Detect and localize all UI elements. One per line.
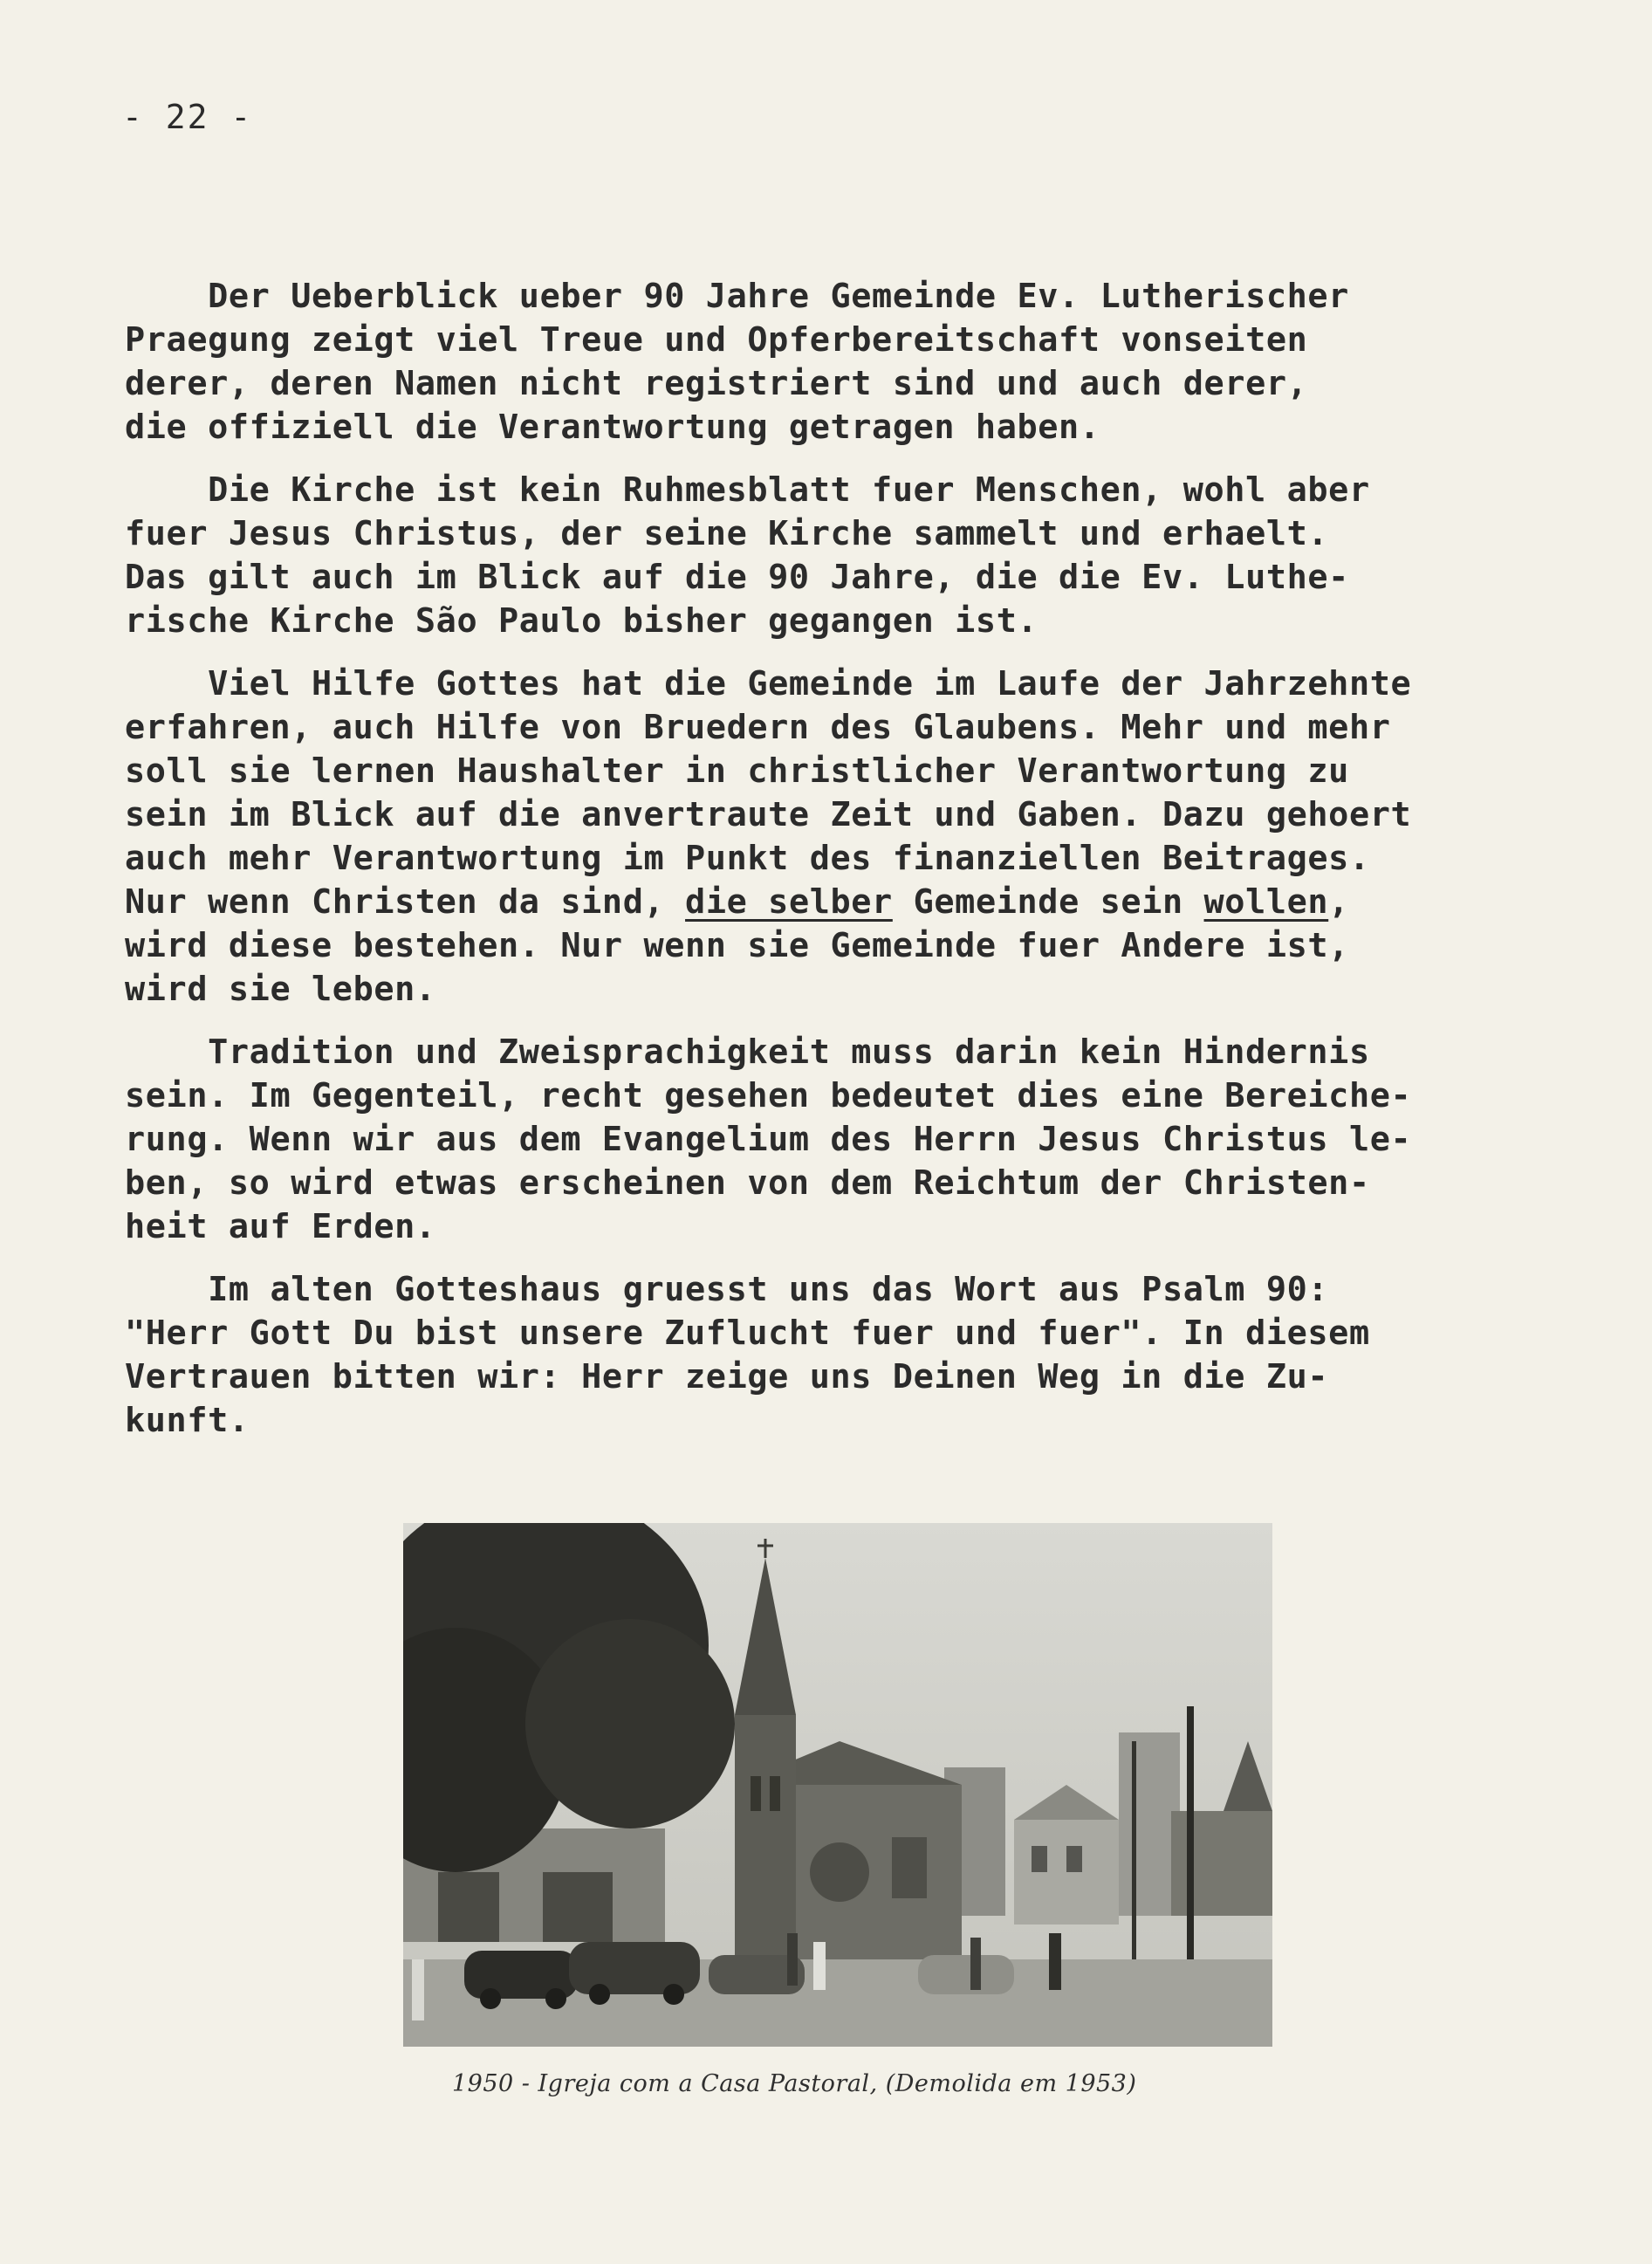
text-line: Vertrauen bitten wir: Herr zeige uns Deinen Weg in die Zu- xyxy=(125,1357,1329,1396)
text-line: kunft. xyxy=(125,1401,250,1440)
text-segment: Nur wenn Christen da sind, xyxy=(125,882,686,922)
text-line: Der Ueberblick ueber 90 Jahre Gemeinde Ev. Lutherischer xyxy=(125,277,1349,316)
church-photo xyxy=(403,1523,1272,2047)
text-line: "Herr Gott Du bist unsere Zuflucht fuer und fuer". In diesem xyxy=(125,1314,1370,1353)
underlined-phrase: die selber xyxy=(685,882,893,922)
paragraph xyxy=(125,275,1504,449)
text-line: Praegung zeigt viel Treue und Opferbereitschaft vonseiten xyxy=(125,320,1308,360)
text-segment: , xyxy=(1328,882,1349,922)
text-line: derer, deren Namen nicht registriert sind und auch derer, xyxy=(125,364,1308,403)
text-line: rische Kirche São Paulo bisher gegangen ist. xyxy=(125,601,1038,641)
text-line: heit auf Erden. xyxy=(125,1207,436,1246)
text-line: Die Kirche ist kein Ruhmesblatt fuer Menschen, wohl aber xyxy=(125,470,1370,510)
text-line: erfahren, auch Hilfe von Bruedern des Glaubens. Mehr und mehr xyxy=(125,708,1391,747)
text-line: auch mehr Verantwortung im Punkt des finanziellen Beitrages. xyxy=(125,839,1370,878)
text-line: Viel Hilfe Gottes hat die Gemeinde im Laufe der Jahrzehnte xyxy=(125,664,1412,703)
body-text xyxy=(125,275,1504,1462)
paragraph xyxy=(125,1031,1504,1249)
text-line: Tradition und Zweisprachigkeit muss darin kein Hindernis xyxy=(125,1033,1370,1072)
text-line: sein. Im Gegenteil, recht gesehen bedeutet dies eine Bereiche- xyxy=(125,1076,1412,1115)
text-line: ben, so wird etwas erscheinen von dem Reichtum der Christen- xyxy=(125,1163,1370,1203)
paragraph xyxy=(125,469,1504,643)
text-line: fuer Jesus Christus, der seine Kirche sammelt und erhaelt. xyxy=(125,514,1329,553)
church-photo-drawing xyxy=(403,1523,1272,2047)
text-line: die offiziell die Verantwortung getragen haben. xyxy=(125,408,1100,447)
text-segment: Gemeinde sein xyxy=(892,882,1204,922)
photo-caption: 1950 - Igreja com a Casa Pastoral, (Demolida em 1953) xyxy=(452,2070,1137,2097)
text-line-underlined xyxy=(125,881,1504,924)
underlined-phrase: wollen xyxy=(1203,882,1329,922)
text-line: rung. Wenn wir aus dem Evangelium des Herrn Jesus Christus le- xyxy=(125,1120,1412,1159)
text-line: soll sie lernen Haushalter in christlicher Verantwortung zu xyxy=(125,751,1349,791)
text-line: Im alten Gotteshaus gruesst uns das Wort aus Psalm 90: xyxy=(125,1270,1329,1309)
paragraph xyxy=(125,1268,1504,1443)
paragraph xyxy=(125,662,1504,1012)
text-line: wird diese bestehen. Nur wenn sie Gemeinde fuer Andere ist, xyxy=(125,926,1349,965)
text-line: sein im Blick auf die anvertraute Zeit und Gaben. Dazu gehoert xyxy=(125,795,1412,834)
text-line: wird sie leben. xyxy=(125,970,436,1009)
page-number: - 22 - xyxy=(122,98,253,136)
text-line: Das gilt auch im Blick auf die 90 Jahre, die die Ev. Luthe- xyxy=(125,558,1349,597)
